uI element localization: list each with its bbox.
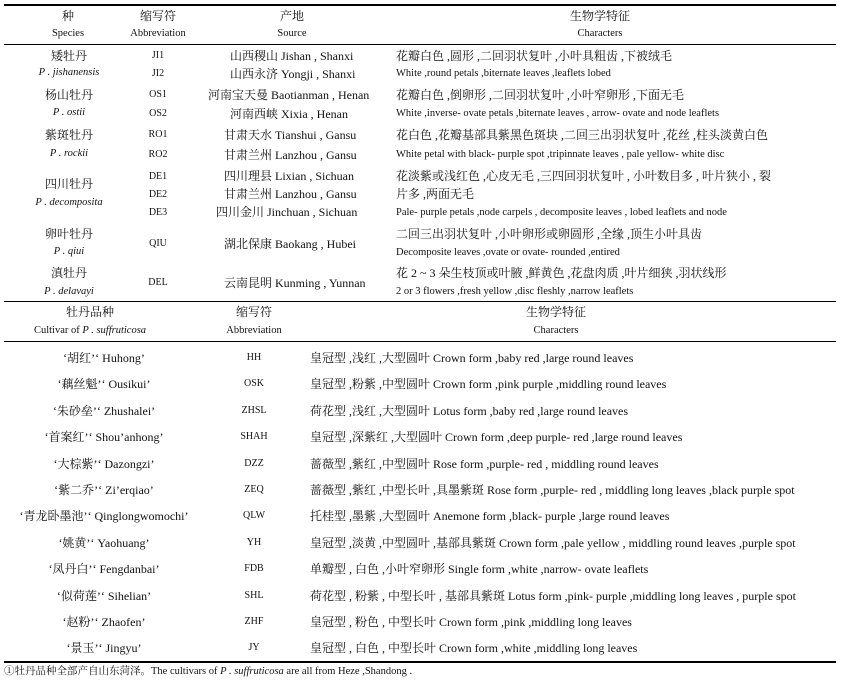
cultivar-name: ‘景玉’‘ Jingyu’: [66, 641, 142, 655]
char-cell: Pale- purple petals ,node carpels , decomposite leaves , lobed leaflets and node: [396, 207, 727, 218]
species-latin: P . jishanensis: [38, 67, 100, 78]
source-header-en: Source: [277, 28, 307, 39]
char-header-en: Characters: [533, 325, 579, 336]
source-cell: 四川理县 Lixian , Sichuan: [224, 169, 354, 183]
top-rule: [4, 4, 836, 6]
char-cell: 花白色 ,花瓣基部具紫黑色斑块 ,二回三出羽状复叶 ,花丝 ,柱头淡黄白色: [396, 128, 769, 142]
cultivar-characters: 皇冠型 ,粉紫 ,中型圆叶 Crown form ,pink purple ,middling round leaves: [310, 377, 667, 391]
cultivar-abbr: SHL: [244, 590, 264, 601]
header-rule: [4, 44, 836, 45]
species-header-zh: 种: [61, 9, 74, 23]
abbr-header-en: Abbreviation: [130, 28, 186, 39]
cultivar-abbr: FDB: [244, 563, 264, 574]
char-header-en: Characters: [577, 28, 623, 39]
char-cell: 片多 ,两面无毛: [396, 187, 475, 201]
cultivar-abbr: ZHSL: [241, 405, 267, 416]
footnote-suffix: are all from Heze ,Shandong .: [286, 666, 413, 677]
cultivar-name: ‘首案红’‘ Shou’anhong’: [44, 430, 164, 444]
char-cell: 花淡紫或浅红色 ,心皮无毛 ,三四回羽状复叶 , 小叶数目多 , 叶片狭小 , 裂: [396, 169, 772, 183]
cultivar-characters: 皇冠型 ,淡黄 ,中型圆叶 ,基部具紫斑 Crown form ,pale yellow , middling round leaves ,purple spot: [310, 536, 796, 550]
bottom-rule: [4, 661, 836, 663]
abbr-cell: DE1: [148, 171, 168, 182]
cultivar-header-latin: P . suffruticosa: [82, 325, 147, 336]
cultivar-characters: 皇冠型 ,浅红 ,大型圆叶 Crown form ,baby red ,large round leaves: [310, 351, 634, 365]
abbr-header-zh: 缩写符: [139, 9, 176, 23]
cultivar-characters: 皇冠型 , 粉色 , 中型长叶 Crown form ,pink ,middling long leaves: [310, 615, 632, 629]
char-cell: Decomposite leaves ,ovate or ovate- rounded ,entired: [396, 247, 620, 258]
species-latin: P . qiui: [53, 246, 85, 257]
cultivar-header-prefix: Cultivar of: [33, 325, 80, 336]
abbr-cell: RO1: [148, 129, 168, 140]
species-name: 紫斑牡丹: [44, 128, 93, 142]
abbr-cell: RO2: [148, 149, 168, 160]
cultivar-abbr: OSK: [243, 378, 264, 389]
cultivar-abbr: YH: [246, 537, 262, 548]
cultivar-abbr: QLW: [242, 510, 266, 521]
abbr-cell: DE3: [148, 207, 168, 218]
source-cell: 山西稷山 Jishan , Shanxi: [230, 49, 354, 63]
section-rule: [4, 301, 836, 302]
abbr-header-zh: 缩写符: [235, 305, 272, 319]
cultivar-characters: 皇冠型 , 白色 , 中型长叶 Crown form ,white ,middling long leaves: [310, 641, 638, 655]
species-name: 卵叶牡丹: [44, 227, 93, 241]
char-cell: White petal with black- purple spot ,tripinnate leaves , pale yellow- white disc: [396, 149, 725, 160]
cultivar-abbr: JY: [248, 642, 260, 653]
cultivar-characters: 荷花型 , 粉紫 , 中型长叶 , 基部具紫斑 Lotus form ,pink- purple ,middling long leaves , purple spot: [310, 589, 796, 603]
cultivar-name: ‘青龙卧墨池’‘ Qinglongwomochi’: [19, 509, 189, 523]
species-latin: P . ostii: [52, 107, 86, 118]
abbr-cell: DEL: [148, 277, 168, 288]
cultivar-name: ‘胡红’‘ Huhong’: [63, 351, 145, 365]
footnote-prefix: ①牡丹品种全部产自山东菏泽。The cultivars of: [4, 666, 218, 677]
char-cell: 花瓣白色 ,倒卵形 ,二回羽状复叶 ,小叶窄卵形 ,下面无毛: [396, 88, 685, 102]
species-name: 滇牡丹: [50, 266, 87, 280]
cultivar-name: ‘似荷莲’‘ Sihelian’: [56, 589, 152, 603]
cultivar-characters: 蔷薇型 ,紫红 ,中型长叶 ,具墨紫斑 Rose form ,purple- red , middling long leaves ,black purple spot: [310, 483, 795, 497]
footnote-latin: P . suffruticosa: [220, 666, 284, 677]
cultivar-name: ‘藕丝魁’‘ Ousikui’: [57, 377, 151, 391]
cultivar-name: ‘朱砂垒’‘ Zhushalei’: [52, 404, 156, 418]
cultivar-characters: 皇冠型 ,深紫红 ,大型圆叶 Crown form ,deep purple- red ,large round leaves: [310, 430, 683, 444]
char-header-zh: 生物学特征: [569, 9, 630, 23]
abbr-cell: DE2: [148, 189, 168, 200]
source-cell: 甘肃兰州 Lanzhou , Gansu: [224, 148, 357, 162]
abbr-header-en: Abbreviation: [226, 325, 282, 336]
cultivar-abbr: ZEQ: [244, 484, 264, 495]
source-cell: 四川金川 Jinchuan , Sichuan: [216, 205, 358, 219]
cultivar-name: ‘赵粉’‘ Zhaofen’: [62, 615, 146, 629]
abbr-cell: OS1: [149, 89, 167, 100]
source-cell: 河南宝天曼 Baotianman , Henan: [208, 88, 370, 102]
abbr-cell: JI1: [151, 50, 165, 61]
cultivar-name: ‘大棕紫’‘ Dazongzi’: [53, 457, 155, 471]
cultivar-abbr: ZHF: [244, 616, 264, 627]
char-cell: White ,inverse- ovate petals ,biternate leaves , arrow- ovate and node leaflets: [396, 108, 720, 119]
source-cell: 云南昆明 Kunming , Yunnan: [224, 276, 366, 290]
cultivar-abbr: HH: [246, 352, 262, 363]
header-rule-2: [4, 341, 836, 342]
source-header-zh: 产地: [279, 9, 304, 23]
cultivar-characters: 荷花型 ,浅红 ,大型圆叶 Lotus form ,baby red ,large round leaves: [310, 404, 629, 418]
cultivar-abbr: DZZ: [244, 458, 264, 469]
species-latin: P . delavayi: [44, 286, 94, 297]
species-name: 矮牡丹: [50, 49, 87, 63]
cultivar-characters: 托桂型 ,墨紫 ,大型圆叶 Anemone form ,black- purple ,large round leaves: [310, 509, 670, 523]
source-cell: 甘肃兰州 Lanzhou , Gansu: [224, 187, 357, 201]
species-latin: P . rockii: [49, 148, 89, 159]
species-name: 四川牡丹: [44, 177, 93, 191]
abbr-cell: QIU: [149, 238, 167, 249]
footnote: [4, 667, 412, 678]
species-name: 杨山牡丹: [44, 88, 93, 102]
char-cell: 2 or 3 flowers ,fresh yellow ,disc fleshly ,narrow leaflets: [396, 286, 634, 297]
source-cell: 湖北保康 Baokang , Hubei: [224, 237, 356, 251]
char-cell: White ,round petals ,biternate leaves ,leaflets lobed: [396, 68, 611, 79]
source-cell: 山西永济 Yongji , Shanxi: [230, 67, 356, 81]
cultivar-name: ‘凤丹白’‘ Fengdanbai’: [48, 562, 160, 576]
abbr-cell: OS2: [149, 108, 167, 119]
species-latin: P . decomposita: [35, 197, 103, 208]
cultivar-characters: 蔷薇型 ,紫红 ,中型圆叶 Rose form ,purple- red , middling round leaves: [310, 457, 659, 471]
source-cell: 甘肃天水 Tianshui , Gansu: [224, 128, 357, 142]
cultivar-name: ‘姚黄’‘ Yaohuang’: [58, 536, 150, 550]
source-cell: 河南西峡 Xixia , Henan: [230, 107, 348, 121]
char-cell: 二回三出羽状复叶 ,小叶卵形或卵圆形 ,全缘 ,顶生小叶具齿: [396, 227, 703, 241]
cultivar-header-en: [20, 326, 160, 337]
cultivar-name: ‘紫二乔’‘ Zi’erqiao’: [54, 483, 154, 497]
char-header-zh: 生物学特征: [525, 305, 586, 319]
cultivar-header-zh: 牡丹品种: [65, 305, 114, 319]
char-cell: 花瓣白色 ,圆形 ,二回羽状复叶 ,小叶具粗齿 ,下被绒毛: [396, 49, 673, 63]
abbr-cell: JI2: [151, 68, 165, 79]
species-header-en: Species: [51, 28, 85, 39]
char-cell: 花 2 ~ 3 朵生枝顶或叶腋 ,鲜黄色 ,花盘肉质 ,叶片细狭 ,羽状线形: [396, 266, 727, 280]
cultivar-characters: 单瓣型 , 白色 ,小叶窄卵形 Single form ,white ,narrow- ovate leaflets: [310, 562, 649, 576]
cultivar-abbr: SHAH: [240, 431, 268, 442]
